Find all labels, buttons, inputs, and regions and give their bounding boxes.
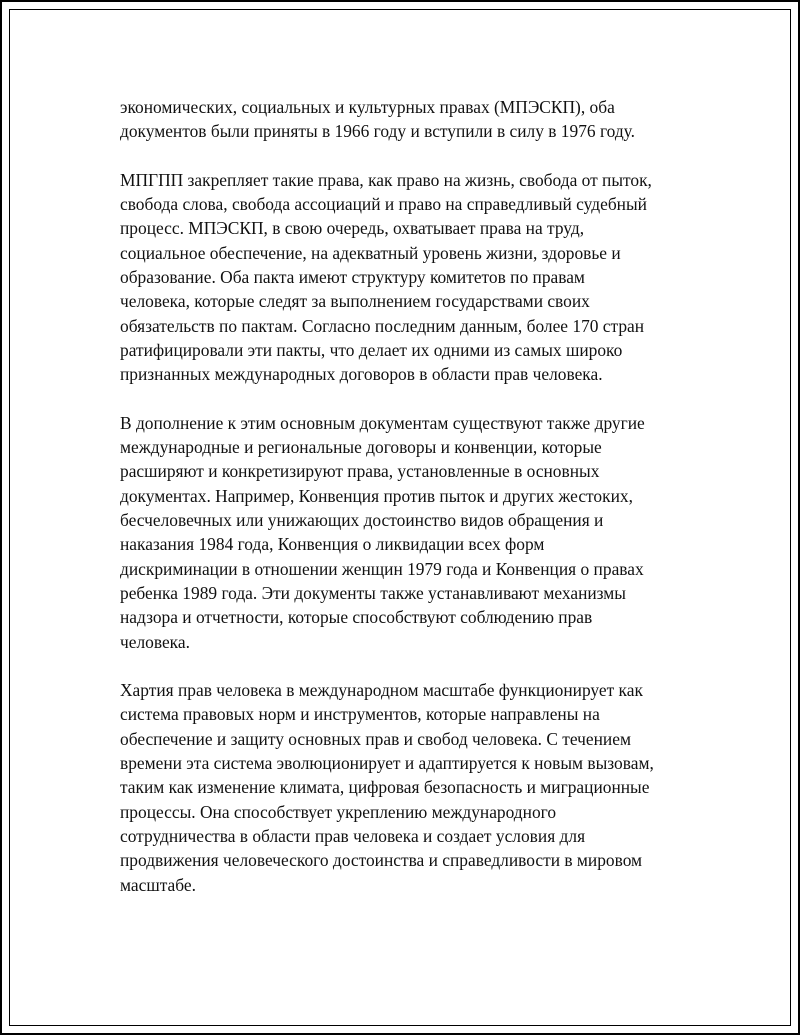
paragraph-1: экономических, социальных и культурных правах (МПЭСКП), оба документов были приняты в 1966 году и вступили в силу в 1976 году.: [120, 97, 635, 142]
document-body: [120, 95, 695, 921]
paragraph-4: Хартия прав человека в международном масштабе функционирует как система правовых норм и инструментов, которые направлены на обеспечение и защиту основных прав и свобод человека. С течением времени эта система эволюционирует и адаптируется к новым вызовам, таким как изменение климата, цифровая безопасность и миграционные процессы. Она способствует укреплению международного сотрудничества в области прав человека и создает условия для продвижения человеческого достоинства и справедливости в мировом масштабе.: [120, 680, 654, 895]
paragraph-3: В дополнение к этим основным документам существуют также другие международные и региональные договоры и конвенции, которые расширяют и конкретизируют права, установленные в основных документах. Например, Конвенция против пыток и других жестоких, бесчеловечных или унижающих достоинство видов обращения и наказания 1984 года, Конвенция о ликвидации всех форм дискриминации в отношении женщин 1979 года и Конвенция о правах ребенка 1989 года. Эти документы также устанавливают механизмы надзора и отчетности, которые способствуют соблюдению прав человека.: [120, 412, 645, 652]
paragraph-2: МПГПП закрепляет такие права, как право на жизнь, свобода от пыток, свобода слова, свобода ассоциаций и право на справедливый судебный процесс. МПЭСКП, в свою очередь, охватывает права на труд, социальное обеспечение, на адекватный уровень жизни, здоровье и образование. Оба пакта имеют структуру комитетов по правам человека, которые следят за выполнением государствами своих обязательств по пактам. Согласно последним данным, более 170 стран ратифицировали эти пакты, что делает их одними из самых широко признанных международных договоров в области прав человека.: [120, 169, 652, 385]
